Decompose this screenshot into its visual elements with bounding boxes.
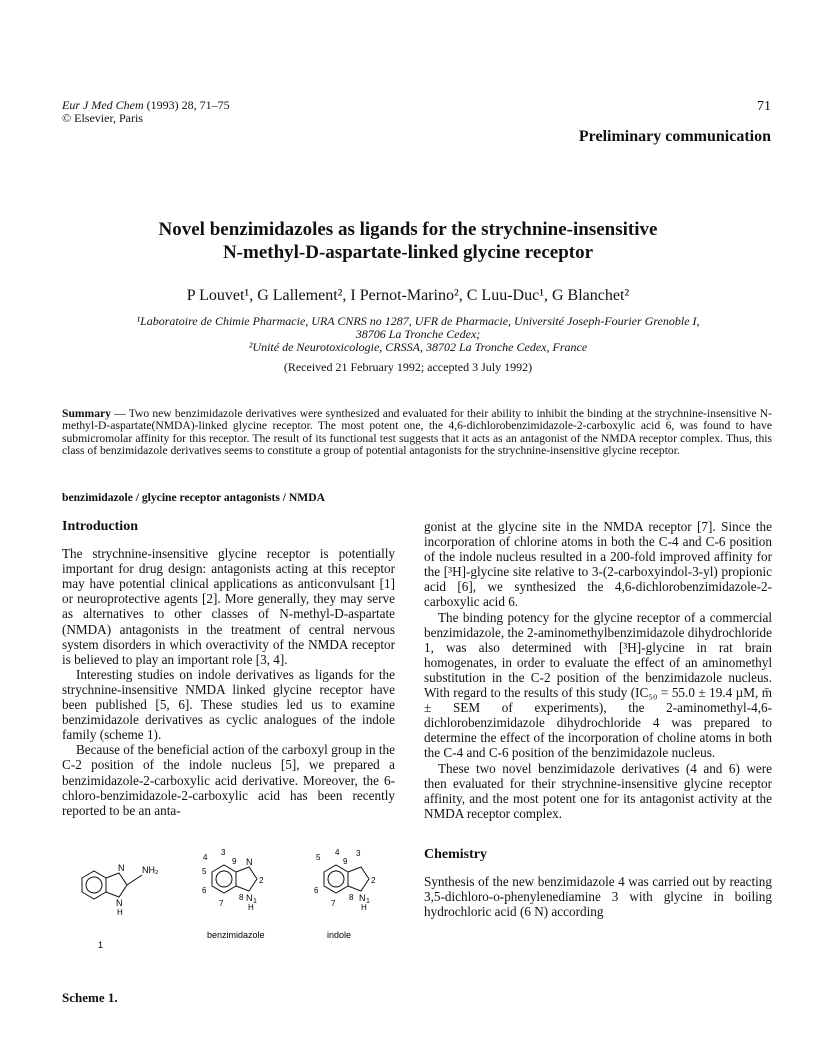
keywords: benzimidazole / glycine receptor antagonists / NMDA (62, 491, 325, 504)
benzimidazole-label: benzimidazole (207, 930, 265, 940)
title-line-1: Novel benzimidazoles as ligands for the strychnine-insensitive (158, 219, 658, 240)
journal-citation: (1993) 28, 71–75 (146, 98, 230, 112)
benz-num-7: 7 (219, 899, 224, 908)
article-type: Preliminary communication (578, 128, 771, 145)
compound-1-n-bottom: N (116, 898, 123, 908)
benz-num-3: 3 (221, 848, 226, 857)
indole-label: indole (327, 930, 352, 940)
left-column (62, 519, 395, 818)
authors: P Louvet¹, G Lallement², I Pernot-Marino², C Luu-Duc¹, G Blanchet² (186, 287, 630, 304)
page-number: 71 (757, 99, 771, 114)
indole-num-3: 3 (356, 849, 361, 858)
publisher: © Elsevier, Paris (62, 111, 143, 125)
benzimidazole-structure (212, 865, 257, 893)
benz-n-top: N (246, 857, 253, 867)
intro-paragraph-2: Interesting studies on indole derivatives as ligands for the strychnine-insensitive NMDA linked glycine receptor have been published [5, 6]. These studies led us to examine benzimidazole derivatives as cyclic analogues of the indole family (scheme 1). (62, 666, 395, 743)
right-paragraph-3: These two novel benzimidazole derivatives (4 and 6) were then evaluated for their strychnine-insensitive glycine receptor affinity, and the most potent one for its antagonist activity at the NMDA receptor complex. (424, 760, 772, 821)
benz-num-6: 6 (202, 886, 207, 895)
indole-num-6: 6 (314, 886, 319, 895)
indole-num-1: 1 (366, 898, 370, 905)
indole-h: H (361, 903, 367, 912)
received-dates: (Received 21 February 1992; accepted 3 July 1992) (283, 360, 533, 374)
compound-1-label: 1 (98, 940, 104, 950)
scheme-caption: Scheme 1. (62, 990, 118, 1005)
affiliations (100, 315, 736, 354)
benz-h: H (248, 903, 254, 912)
introduction-heading: Introduction (62, 519, 138, 534)
scheme-1-structures (62, 840, 382, 980)
affiliation-1-line-1: ¹Laboratoire de Chimie Pharmacie, URA CNRS no 1287, UFR de Pharmacie, Université Joseph-Fourier Grenoble I, (136, 314, 700, 328)
right-paragraph-2: The binding potency for the glycine receptor of a commercial benzimidazole, the 2-aminomethylbenzimidazole dihydrochloride 1, was also determined with [³H]-glycine in rat brain homogenates, in order to evaluate the effect of an aminomethyl substitution in the C-2 position of the benzimidazole nucleus. With regard to the results of this study (IC₅₀ = 55.0 ± 19.4 µM, m̄ ± SEM of experiments), the 2-aminomethyl-4,6-dichlorobenzimidazole dihydrochloride 4 was prepared to determine the effect of the incorporation of choline atoms in both the C-4 and C-6 position of the benzimidazole nucleus. (424, 609, 772, 761)
indole-num-8: 8 (349, 893, 354, 902)
indole-num-4: 4 (335, 848, 340, 857)
benz-num-5: 5 (202, 867, 207, 876)
indole-num-2: 2 (371, 876, 376, 885)
article-title (0, 218, 816, 264)
summary-label: Summary (62, 407, 111, 420)
indole-num-5: 5 (316, 853, 321, 862)
chemistry-heading: Chemistry (424, 846, 487, 862)
journal-name: Eur J Med Chem (62, 98, 144, 112)
affiliation-1-line-2: 38706 La Tronche Cedex; (355, 327, 481, 341)
benz-num-9: 9 (232, 857, 237, 866)
journal-header (62, 99, 230, 125)
title-line-2: N-methyl-D-aspartate-linked glycine receptor (222, 242, 594, 263)
benz-num-4: 4 (203, 853, 208, 862)
benz-num-8: 8 (239, 893, 244, 902)
summary-text: — Two new benzimidazole derivatives were synthesized and evaluated for their ability to inhibit the binding at the strychnine-insensitive N-methyl-D-aspartate(NMDA)-linked glycine receptor. The most potent one, the 4,6-dichlorobenzimidazole-2-carboxylic acid 6, was found to have submicromolar affinity for this receptor. The result of its functional test suggests that it acts as an antagonist of the NMDA receptor complex. Thus, this class of benzimidazole derivatives seems to constitute a group of potential antagonists for the strychnine-insensitive glycine receptor. (62, 407, 772, 458)
benz-n-bottom: N (246, 893, 253, 903)
right-paragraph-1: gonist at the glycine site in the NMDA receptor [7]. Since the incorporation of chlorine atoms in both the C-4 and C-6 position of the indole nucleus resulted in a 200-fold improved affinity for the [³H]-glycine site relative to 3-(2-carboxyindol-3-yl) propionic acid [6], we synthesized the 4,6-dichlorobenzimidazole-2-carboxylic acid 6. (424, 519, 772, 610)
compound-1-structure (82, 871, 142, 899)
indole-num-9: 9 (343, 857, 348, 866)
benz-num-1: 1 (253, 898, 257, 905)
benz-num-2: 2 (259, 876, 264, 885)
intro-paragraph-3: Because of the beneficial action of the carboxyl group in the C-2 position of the indole nucleus [5], we prepared a benzimidazole-2-carboxylic acid derivative. Moreover, the 6-chloro-benzimidazole-2-carboxylic acid has been recently reported to be an anta- (62, 742, 395, 818)
chemistry-paragraph-1: Synthesis of the new benzimidazole 4 was carried out by reacting 3,5-dichloro-o-phenylenediamine 3 with glycine in boiling hydrochloric acid (6 N) according (424, 873, 772, 920)
indole-structure (324, 865, 369, 893)
intro-paragraph-1: The strychnine-insensitive glycine receptor is potentially important for drug design: antagonists acting at this receptor may have potential clinical applications as anticonvulsant [1] or neuroprotective agents [2]. More generally, they may serve as alternatives to other classes of N-methyl-D-aspartate (NMDA) antagonists in the treatment of central nervous system disorders in which overactivity of the NMDA receptor is believed to play an important role [3, 4]. (62, 546, 395, 667)
compound-1-h: H (117, 908, 123, 917)
right-column (424, 519, 772, 919)
indole-num-7: 7 (331, 899, 336, 908)
summary (62, 408, 772, 458)
indole-n: N (359, 893, 366, 903)
compound-1-nh2: NH₂ (142, 865, 159, 875)
compound-1-n-top: N (118, 863, 125, 873)
affiliation-2: ²Unité de Neurotoxicologie, CRSSA, 38702 La Tronche Cedex, France (248, 340, 588, 354)
